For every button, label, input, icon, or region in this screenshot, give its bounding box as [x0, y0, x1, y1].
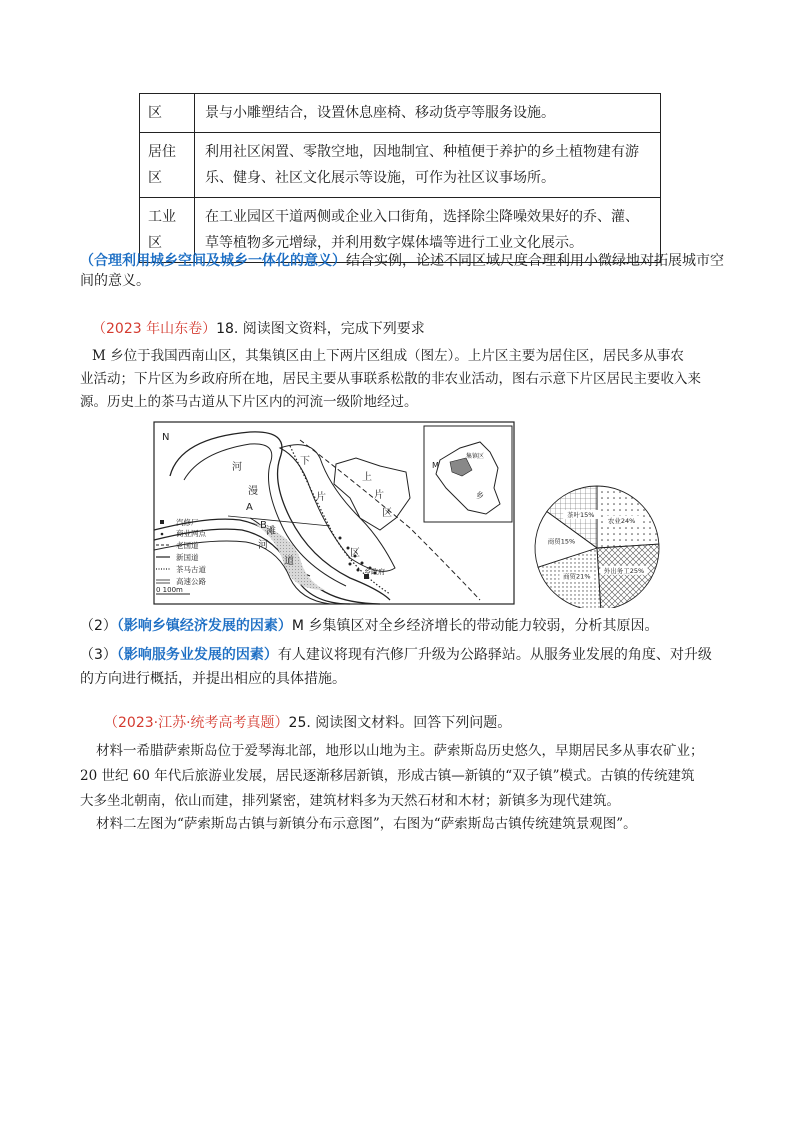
zone-cell: 工业 区	[140, 198, 195, 263]
sub-question: （2）（影响乡镇经济发展的因素）M 乡集镇区对全乡经济增长的带动能力较弱，分析其原因。	[80, 618, 659, 634]
map-label: 片	[316, 492, 326, 503]
pie-slice	[597, 544, 659, 608]
zone-cell: 居住 区	[140, 133, 195, 198]
pie-slice-label: 农业24%	[607, 516, 636, 525]
pie-slice-label: 商贸15%	[547, 537, 576, 546]
inset-label: 乡	[476, 491, 484, 500]
legend-item: 新国道	[176, 553, 199, 562]
map-label: 上	[362, 472, 372, 483]
question-line: 间的意义。	[80, 273, 150, 289]
question-heading: （2023 年山东卷）18. 阅读图文资料，完成下列要求	[92, 321, 425, 337]
scale-bar-label: 0 100m	[156, 586, 183, 594]
north-arrow-label: N	[162, 432, 170, 443]
sub-question: （3）（影响服务业发展的因素）有人建议将现有汽修厂升级为公路驿站。从服务业发展的角度、对升级	[80, 647, 712, 663]
pie-slice-label: 茶叶15%	[566, 510, 595, 519]
paragraph-line: 20 世纪 60 年代后旅游业发展，居民逐渐移居新镇，形成古镇—新镇的“双子镇”模式。古镇的传统建筑	[80, 768, 695, 784]
paragraph-line: 大多坐北朝南，依山而建，排列紧密，建筑材料多为天然石材和木材；新镇多为现代建筑。	[80, 793, 620, 809]
paragraph-line: 源。历史上的茶马古道从下片区内的河流一级阶地经过。	[80, 394, 418, 410]
desc-cell: 在工业园区干道两侧或企业入口街角，选择除尘降噪效果好的乔、灌、 草等植物多元增绿，并利用数字媒体墙等进行工业文化展示。	[195, 198, 661, 263]
source-tag: （2023·江苏·统考高考真题）	[104, 715, 289, 731]
question-line: （合理利用城乡空间及城乡一体化的意义）结合实例，论述不同区域尺度合理利用小微绿地对拓展城市空	[80, 253, 724, 269]
question-heading: （2023·江苏·统考高考真题）25. 阅读图文材料。回答下列问题。	[104, 715, 512, 731]
map-label: 区	[350, 548, 360, 559]
map-label: 河	[232, 462, 242, 473]
income-pie-chart	[535, 486, 659, 608]
pie-slice-label: 商贸21%	[563, 572, 591, 581]
paragraph-line: 材料二左图为“萨索斯岛古镇与新镇分布示意图”，右图为“萨索斯岛古镇传统建筑景观图”。	[96, 816, 637, 832]
map-label: 道	[284, 556, 294, 567]
legend-item: 商业网点	[176, 529, 206, 538]
map-label: 片	[374, 490, 384, 501]
pie-slice-label: 外出务工25%	[603, 566, 645, 575]
map-label: 下	[300, 456, 310, 467]
desc-cell: 景与小雕塑结合，设置休息座椅、移动货亭等服务设施。	[195, 94, 661, 133]
source-tag: （2023 年山东卷）	[92, 321, 217, 337]
inset-label: M	[432, 461, 439, 470]
map-label: 漫	[248, 486, 258, 497]
map-label: 区	[382, 508, 392, 519]
legend-item: 高速公路	[176, 577, 206, 586]
green-space-table	[139, 93, 661, 263]
desc-cell: 利用社区闲置、零散空地，因地制宜、种植便于养护的乡土植物建有游 乐、健身、社区文化展示等设施，可作为社区议事场所。	[195, 133, 661, 198]
table-row	[140, 94, 661, 133]
topic-tag: （影响乡镇经济发展的因素）	[116, 618, 292, 634]
map-label: 滩	[266, 526, 276, 537]
question-line: 的方向进行概括，并提出相应的具体措施。	[80, 671, 346, 687]
map-label: A	[246, 502, 253, 513]
paragraph-line: 材料一希腊萨索斯岛位于爱琴海北部，地形以山地为主。萨索斯岛历史悠久，早期居民多从事农矿业；	[96, 743, 704, 759]
map-label: 河	[258, 540, 268, 551]
table-row	[140, 133, 661, 198]
legend-item: 茶马古道	[176, 565, 206, 574]
zone-cell: 区	[140, 94, 195, 133]
paragraph-line: 业活动；下片区为乡政府所在地，居民主要从事联系松散的非农业活动，图右示意下片区居民主要收入来	[80, 371, 701, 387]
inset-label: 集镇区	[466, 453, 485, 460]
topic-tag: （影响服务业发展的因素）	[116, 647, 278, 663]
legend-item: 汽修厂	[176, 518, 199, 527]
map-label: 乡政府	[364, 568, 385, 576]
map-label: B	[260, 520, 267, 531]
town-map-figure	[150, 418, 670, 608]
legend-item: 老国道	[176, 541, 199, 550]
paragraph-line: M 乡位于我国西南山区，其集镇区由上下两片区组成（图左）。上片区主要为居住区，居民多从事农	[92, 348, 684, 364]
topic-tag: （合理利用城乡空间及城乡一体化的意义）	[80, 253, 346, 269]
